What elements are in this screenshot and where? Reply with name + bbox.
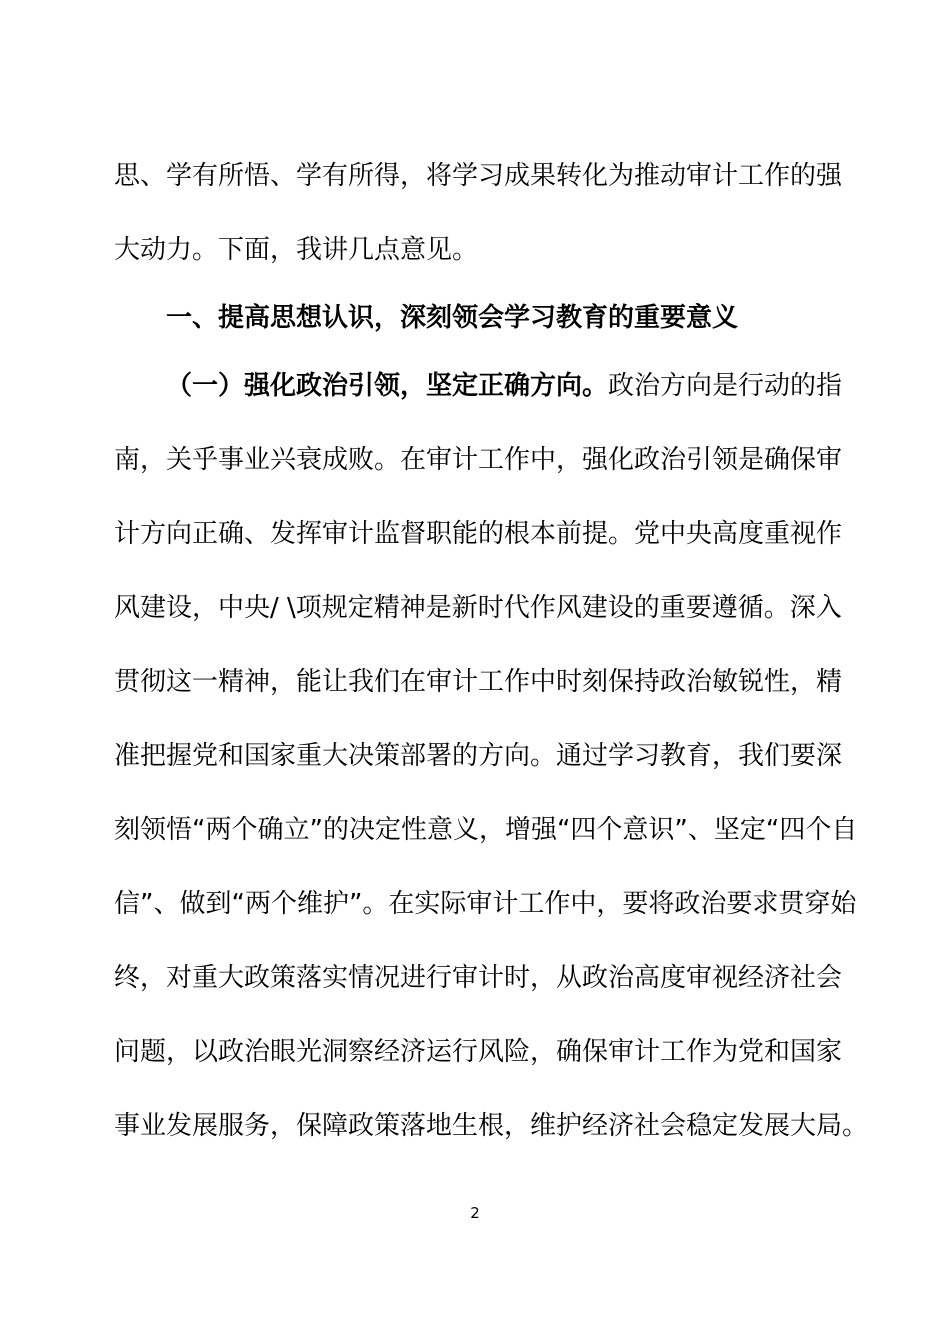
body-line-9: 准把握党和国家重大决策部署的方向。通过学习教育，我们要深: [114, 741, 843, 771]
body-line-1: 思、学有所悟、学有所得，将学习成果转化为推动审计工作的强: [114, 161, 843, 191]
body-line-12: 终，对重大政策落实情况进行审计时，从政治高度审视经济社会: [114, 963, 843, 993]
body-line-11: 信”、做到“两个维护”。在实际审计工作中，要将政治要求贯穿始: [114, 889, 857, 919]
section-heading: 一、提高思想认识，深刻领会学习教育的重要意义: [166, 303, 739, 333]
body-line-6: 计方向正确、发挥审计监督职能的根本前提。党中央高度重视作: [114, 519, 843, 549]
body-line-10: 刻领悟“两个确立”的决定性意义，增强“四个意识”、坚定“四个自: [114, 815, 858, 845]
sub-heading: （一）强化政治引领，坚定正确方向。: [166, 371, 609, 401]
body-line-2: 大动力。下面，我讲几点意见。: [114, 235, 479, 265]
body-line-4-text: 政治方向是行动的指: [608, 371, 843, 401]
body-line-7: 风建设，中央/ \项规定精神是新时代作风建设的重要遵循。深入: [114, 593, 842, 623]
body-line-4: [166, 366, 843, 406]
body-line-8: 贯彻这一精神，能让我们在审计工作中时刻保持政治敏锐性，精: [114, 667, 843, 697]
body-line-13: 问题，以政治眼光洞察经济运行风险，确保审计工作为党和国家: [114, 1037, 843, 1067]
page-number: 2: [470, 1204, 480, 1222]
body-line-5: 南，关乎事业兴衰成败。在审计工作中，强化政治引领是确保审: [114, 445, 843, 475]
body-line-14: 事业发展服务，保障政策落地生根，维护经济社会稳定发展大局。: [114, 1111, 869, 1141]
